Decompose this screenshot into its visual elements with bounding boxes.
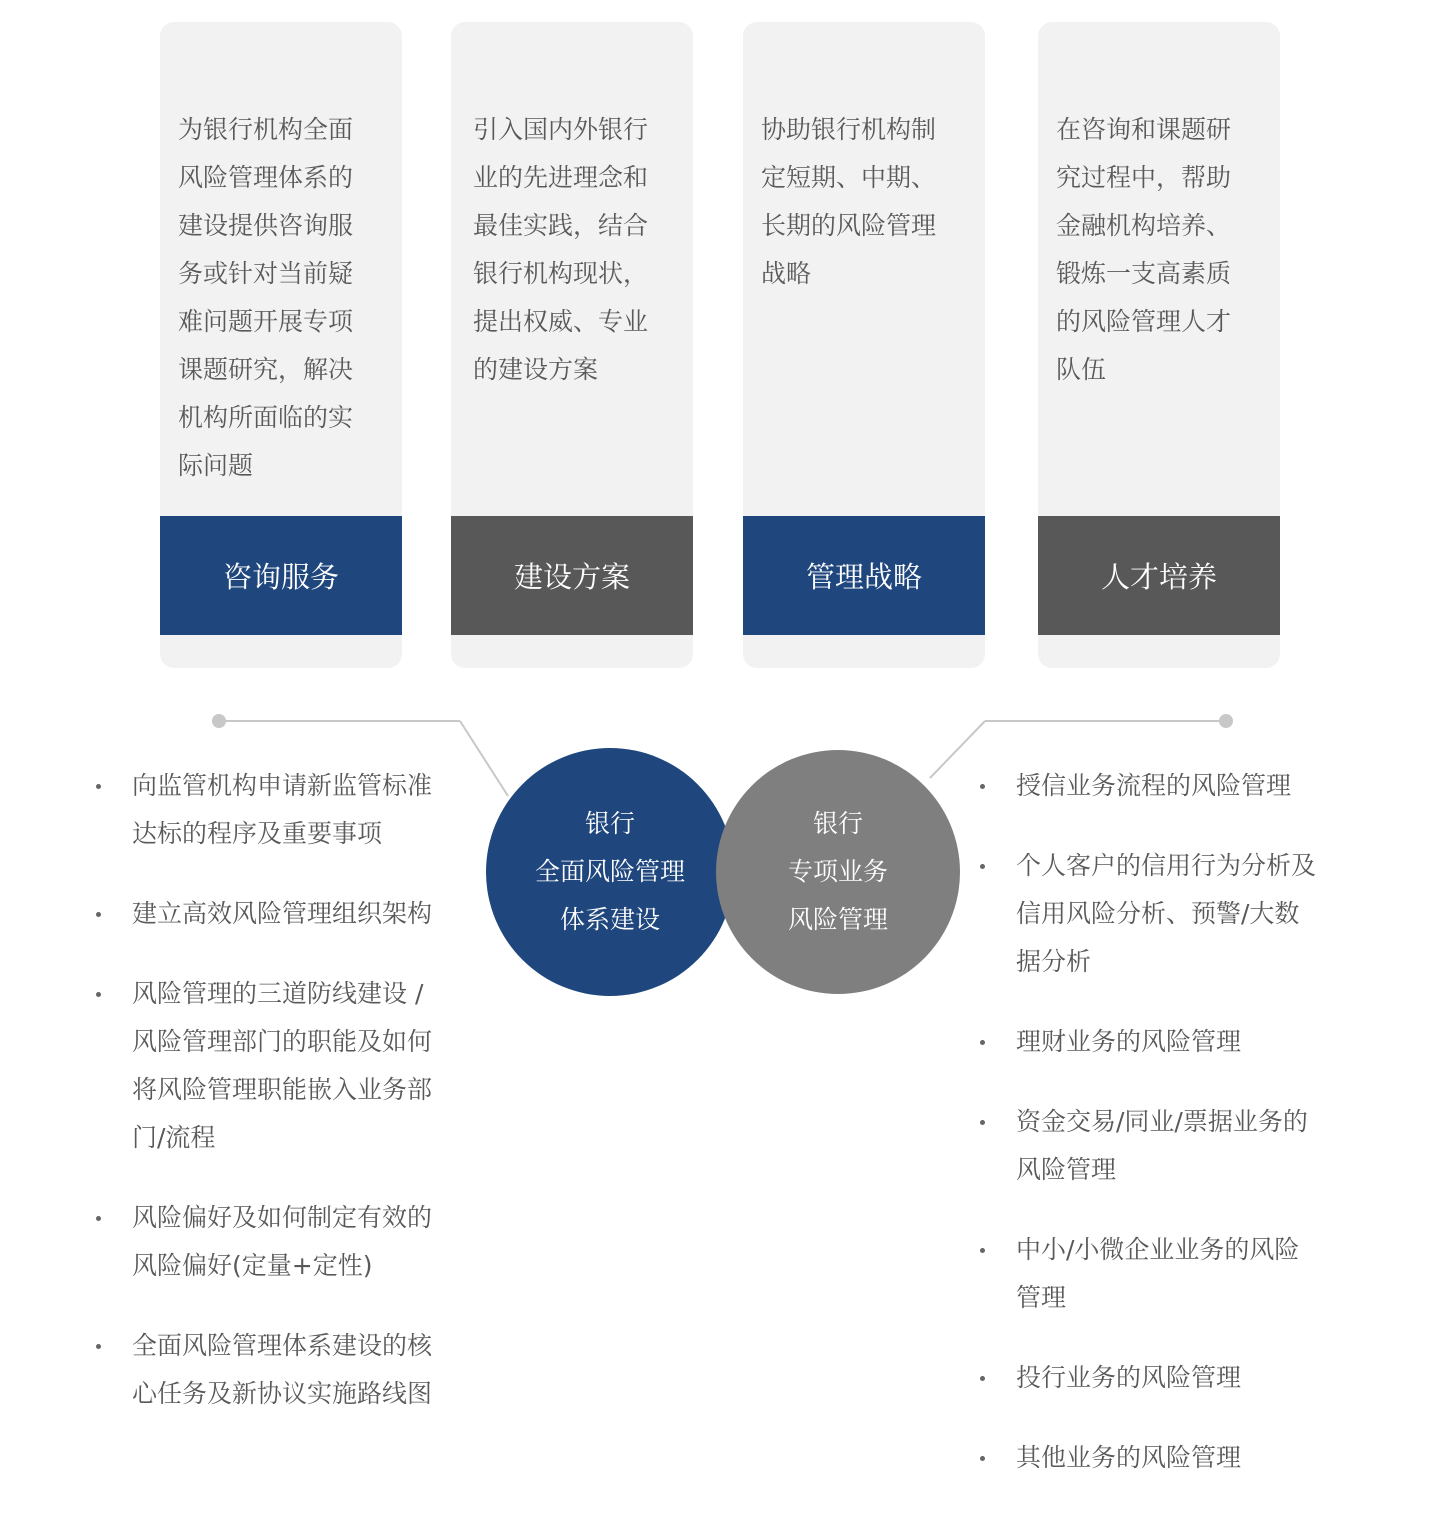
card-description: 协助银行机构制定短期、中期、长期的风险管理战略 <box>761 115 937 288</box>
bullet-icon <box>96 784 101 789</box>
bullet-icon <box>980 1376 985 1381</box>
bullet-icon <box>980 864 985 869</box>
left-connector-dot <box>212 714 226 728</box>
bullet-icon <box>96 912 101 917</box>
list-item: 风险偏好及如何制定有效的风险偏好(定量+定性) <box>96 1194 456 1290</box>
left-bullet-list <box>96 762 456 1450</box>
right-connector-dot <box>1219 714 1233 728</box>
list-item: 建立高效风险管理组织架构 <box>96 890 456 938</box>
circle-line: 全面风险管理 <box>534 857 685 886</box>
circle-line: 银行 <box>812 809 863 838</box>
list-item: 个人客户的信用行为分析及信用风险分析、预警/大数据分析 <box>980 842 1320 986</box>
card-title: 人才培养 <box>1100 560 1217 594</box>
list-item: 投行业务的风险管理 <box>980 1354 1320 1402</box>
card-description: 在咨询和课题研究过程中，帮助金融机构培养、锻炼一支高素质的风险管理人才队伍 <box>1056 115 1232 384</box>
list-item: 全面风险管理体系建设的核心任务及新协议实施路线图 <box>96 1322 456 1418</box>
list-item: 向监管机构申请新监管标准达标的程序及重要事项 <box>96 762 456 858</box>
list-item: 中小/小微企业业务的风险管理 <box>980 1226 1320 1322</box>
list-item: 理财业务的风险管理 <box>980 1018 1320 1066</box>
right-bullet-list <box>980 762 1320 1514</box>
bullet-icon <box>980 1120 985 1125</box>
right-connector-diagonal <box>930 721 985 778</box>
bullet-icon <box>96 1344 101 1349</box>
bullet-icon <box>980 784 985 789</box>
left-connector-diagonal <box>460 721 508 796</box>
list-item: 风险管理的三道防线建设 / 风险管理部门的职能及如何将风险管理职能嵌入业务部门/流程 <box>96 970 456 1162</box>
list-item: 授信业务流程的风险管理 <box>980 762 1320 810</box>
bullet-icon <box>980 1040 985 1045</box>
list-item: 资金交易/同业/票据业务的风险管理 <box>980 1098 1320 1194</box>
bullet-icon <box>96 1216 101 1221</box>
circle-line: 风险管理 <box>787 905 888 934</box>
circle-line: 银行 <box>584 809 635 838</box>
card-title: 管理战略 <box>805 560 922 594</box>
bullet-icon <box>96 992 101 997</box>
bullet-icon <box>980 1248 985 1253</box>
circle-line: 专项业务 <box>787 857 888 886</box>
card-description: 引入国内外银行业的先进理念和最佳实践，结合银行机构现状，提出权威、专业的建设方案 <box>473 115 649 384</box>
card-title: 咨询服务 <box>222 560 339 594</box>
card-description: 为银行机构全面风险管理体系的建设提供咨询服务或针对当前疑难问题开展专项课题研究，解决机构所面临的实际问题 <box>178 115 354 480</box>
list-item: 其他业务的风险管理 <box>980 1434 1320 1482</box>
card-title: 建设方案 <box>513 560 630 594</box>
bullet-icon <box>980 1456 985 1461</box>
circle-special-business-risk <box>716 750 960 994</box>
circle-line: 体系建设 <box>559 905 660 934</box>
circle-comprehensive-risk <box>486 748 734 996</box>
